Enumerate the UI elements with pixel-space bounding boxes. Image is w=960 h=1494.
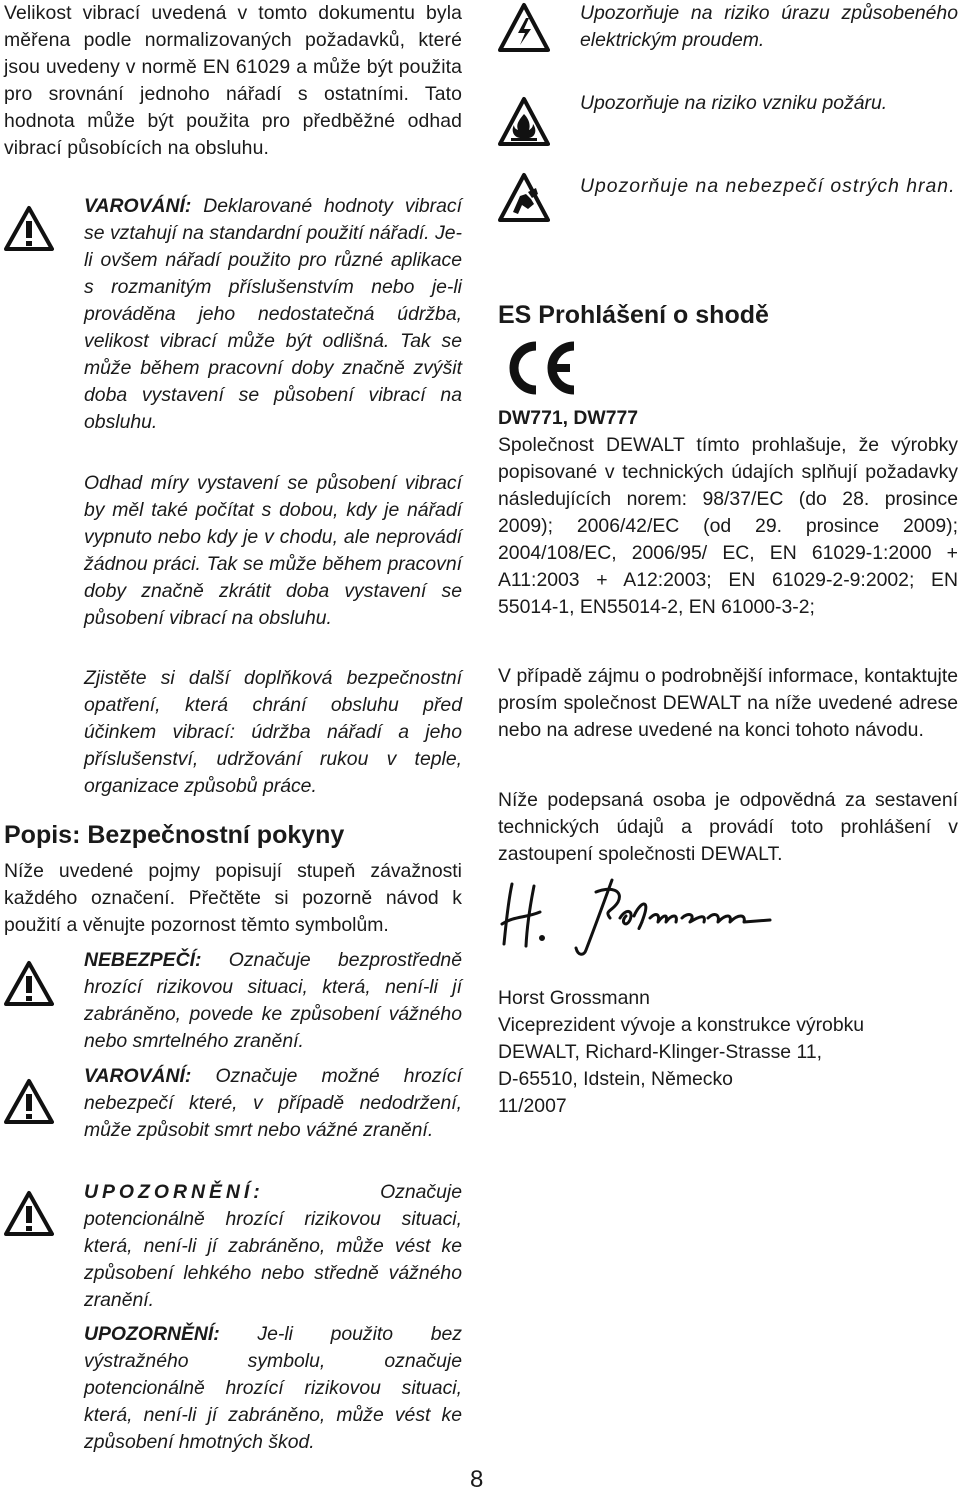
handwritten-signature — [500, 872, 800, 962]
sharp-edges-text: Upozorňuje na nebezpečí ostrých hran. — [580, 175, 956, 197]
danger-label: NEBEZPEČÍ: — [84, 949, 202, 971]
ce-mark-icon — [502, 340, 578, 396]
section-intro: Níže uvedené pojmy popisují stupeň závažnosti každého označení. Přečtěte si pozorně návod k použití a věnujte pozornost těmto symbolům. — [4, 860, 462, 936]
declaration-text: Společnost DEWALT tímto prohlašuje, že výrobky popisované v technických údajích splňují požadavky následujících norem: 98/37/EC (do 28. prosince 2009); 2006/42/EC (od 29. prosince 2009); 2004/108/EC, 2006/95/ EC, EN 61029-1:2000 + A11:2003 + A12:2003; EN 61029-2-9:2002; EN 55014-1, EN55014-2, EN 61000-3-2; — [498, 434, 958, 618]
caution-text: Označuje potencionálně hrozící rizikovou situaci, která, není-li jí zabráněno, může vést ke způsobení lehkého nebo středně vážného zranění. — [84, 1181, 462, 1311]
danger-definition — [84, 947, 462, 1055]
warning-level-label: VAROVÁNÍ: — [84, 1065, 192, 1087]
warning-level-triangle-icon — [4, 1078, 54, 1124]
signatory-role: Viceprezident vývoje a konstrukce výrobku — [498, 1014, 865, 1036]
warning-definition — [84, 1063, 462, 1144]
danger-triangle-icon — [4, 960, 54, 1006]
danger-text: Označuje bezprostředně hrozící rizikovou situaci, která, není-li jí zabráněno, povede ke způsobení vážného nebo smrtelného zranění. — [84, 949, 462, 1052]
caution-definition — [84, 1179, 462, 1314]
declaration-title: ES Prohlášení o shodě — [498, 301, 769, 329]
notice-label: UPOZORNĚNÍ: — [84, 1323, 220, 1345]
declaration-date: 11/2007 — [498, 1095, 567, 1117]
signatory-name: Horst Grossmann — [498, 987, 650, 1009]
section-title: Popis: Bezpečnostní pokyny — [4, 821, 345, 849]
notice-text: Je-li použito bez výstražného symbolu, označuje potencionálně hrozící rizikovou situaci, která, není-li jí zabráněno, může vést ke způsobení hmotných škod. — [84, 1323, 462, 1453]
signatory-statement: Níže podepsaná osoba je odpovědná za sestavení technických údajů a provádí toto prohlášení v zastoupení společnosti DEWALT. — [498, 789, 958, 865]
caution-label: UPOZORNĚNÍ: — [84, 1181, 264, 1203]
notice-definition — [84, 1321, 462, 1456]
exposure-estimate: Odhad míry vystavení se působení vibrací by měl také počítat s dobou, kdy je nářadí vypnuto nebo kdy je v chodu, ale neprovádí žádnou práci. Tak se může během pracovní doby značně zkrátit doba vystavení se působení vibrací na obsluhu. — [84, 472, 462, 629]
fire-icon — [498, 96, 550, 148]
warning-triangle-icon — [4, 205, 54, 251]
warning-level-text: Označuje možné hrozící nebezpečí které, v případě nedodržení, může způsobit smrt nebo vážné zranění. — [84, 1065, 462, 1141]
company-address: DEWALT, Richard-Klinger-Strasse 11, — [498, 1041, 822, 1063]
page-number: 8 — [470, 1466, 484, 1493]
fire-text: Upozorňuje na riziko vzniku požáru. — [580, 92, 888, 114]
contact-info: V případě zájmu o podrobnější informace, kontaktujte prosím společnost DEWALT na níže uvedené adrese nebo na adrese uvedené na konci tohoto návodu. — [498, 665, 958, 741]
sharp-edges-icon — [498, 172, 550, 224]
vibration-intro: Velikost vibrací uvedená v tomto dokumentu byla měřena podle normalizovaných požadavků, které jsou uvedeny v normě EN 61029 a může být použita pro srovnání jednoho nářadí s ostatními. Tato hodnota může být použita pro předběžné odhad vibrací působících na obsluhu. — [4, 2, 462, 159]
company-city: D-65510, Idstein, Německo — [498, 1068, 733, 1090]
electric-shock-icon — [498, 2, 550, 54]
caution-triangle-icon — [4, 1190, 54, 1236]
electric-shock-text: Upozorňuje na riziko úrazu způsobeného elektrickým proudem. — [580, 2, 958, 51]
additional-measures: Zjistěte si další doplňková bezpečnostní opatření, která chrání obsluhu před účinkem vibrací: údržba nářadí a jeho příslušenství, udržování rukou v teple, organizace způsobů práce. — [84, 667, 462, 797]
vibration-warning — [84, 193, 462, 436]
warning-label: VAROVÁNÍ: — [84, 195, 192, 217]
warning-text: Deklarované hodnoty vibrací se vztahují na standardní použití nářadí. Je-li ovšem nářadí použito pro různé aplikace s rozmanitým příslušenstvím nebo je-li prováděna jeho nedostatečná údržba, velikost vibrací může být odlišná. Tak se může během pracovní doby značně zvýšit doba vystavení se působení vibrací na obsluhu. — [84, 195, 462, 433]
model-numbers: DW771, DW777 — [498, 407, 639, 429]
